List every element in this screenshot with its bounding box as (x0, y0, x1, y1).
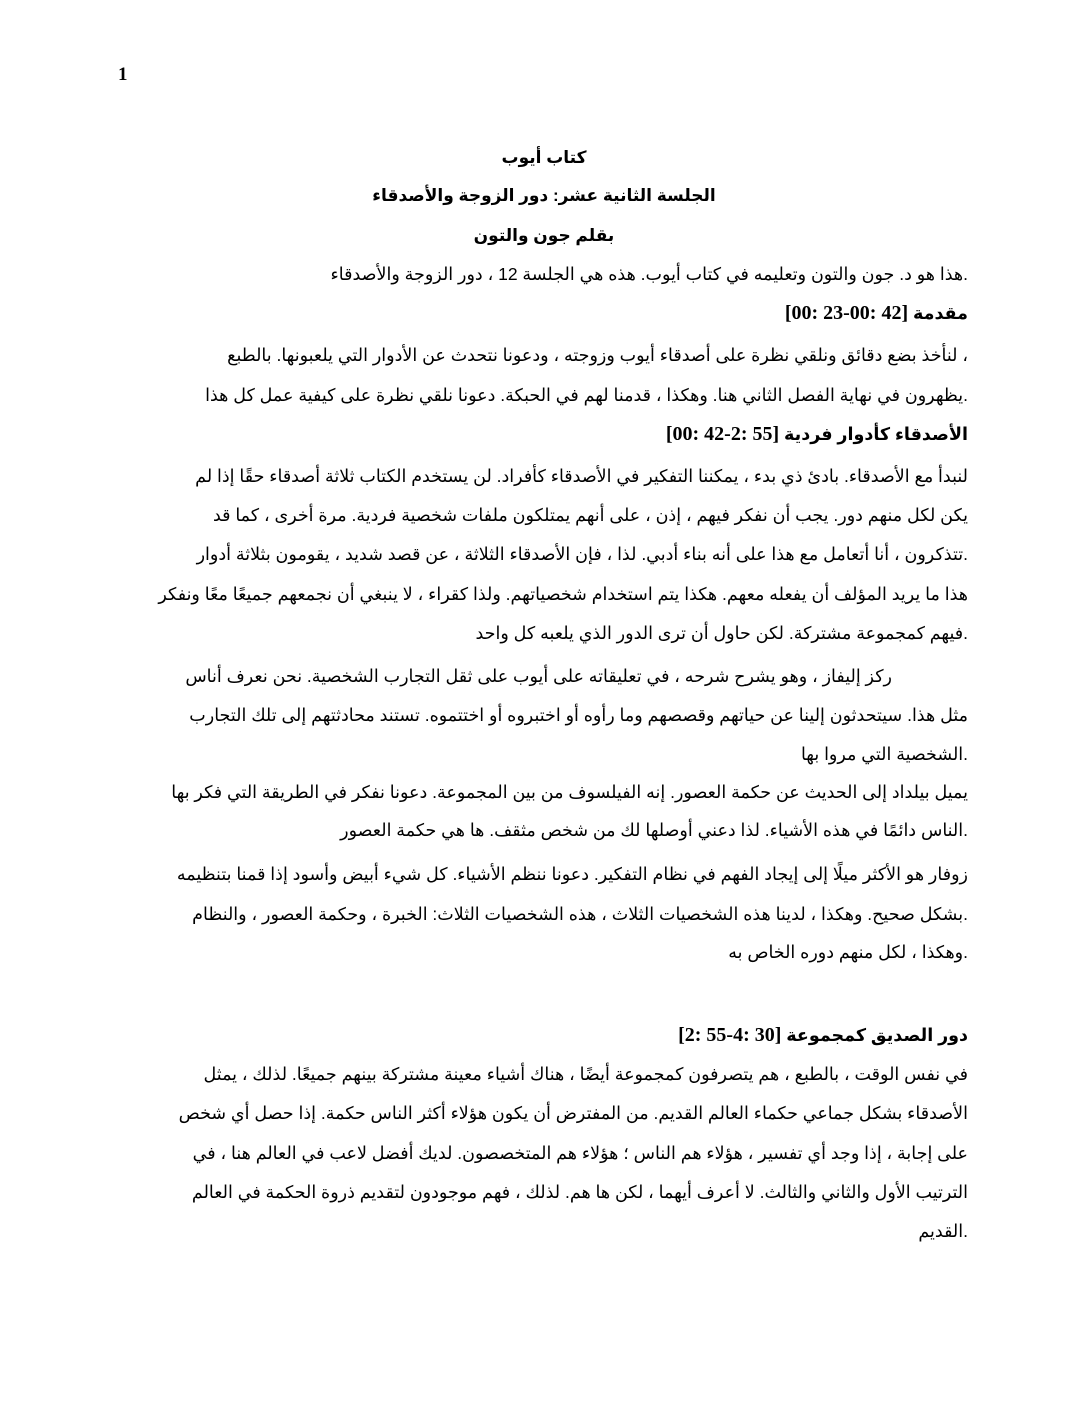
section-timestamp: [2: 55-4: 30] (678, 1024, 782, 1046)
paragraph-line: هذا ما يريد المؤلف أن يفعله معهم. هكذا يتم استخدام شخصياتهم. ولذا كقراء ، لا ينبغي أن نجمعهم جميعًا معًا ونفكر (158, 584, 968, 604)
document-title: كتاب أيوب (501, 148, 587, 167)
document-author: بقلم جون والتون (473, 226, 615, 245)
section-heading-text: مقدمة (913, 303, 968, 323)
paragraph-line: ، لنأخذ بضع دقائق ونلقي نظرة على أصدقاء أيوب وزوجته ، ودعونا نتحدث عن الأدوار التي يلعبونها. بالطبع (227, 345, 968, 365)
paragraph-line: .الشخصية التي مروا بها (800, 744, 968, 764)
paragraph-line: لنبدأ مع الأصدقاء. بادئ ذي بدء ، يمكننا التفكير في الأصدقاء كأفراد. لن يستخدم الكتاب ثلاثة أصدقاء حقًا إذا لم (195, 466, 968, 486)
paragraph-line: زوفار هو الأكثر ميلًا إلى إيجاد الفهم في نظام التفكير. دعونا ننظم الأشياء. كل شيء أبيض وأسود إذا قمنا بتنظيمه (176, 864, 968, 884)
paragraph-line: .تتذكرون ، أنا أتعامل مع هذا على أنه بناء أدبي. لذا ، فإن الأصدقاء الثلاثة ، عن قصد شديد ، يقومون بثلاثة أدوار (196, 544, 968, 564)
paragraph-line: .وهكذا ، لكل منهم دوره الخاص به (728, 942, 968, 962)
paragraph-line: مثل هذا. سيتحدثون إلينا عن حياتهم وقصصهم وما رأوه أو اختبروه أو اختتموه. تستند محادثتهم إلى تلك التجارب (189, 705, 968, 725)
paragraph-line: .بشكل صحيح. وهكذا ، لدينا هذه الشخصيات الثلاث ، هذه الشخصيات الثلاث: الخبرة ، وحكمة العصور ، والنظام (192, 904, 968, 924)
section-timestamp: [00: 23-00: 42] (784, 302, 909, 324)
page-number: 1 (118, 64, 128, 85)
intro-line: .هذا هو د. جون والتون وتعليمه في كتاب أيوب. هذه هي الجلسة 12 ، دور الزوجة والأصدقاء (330, 264, 968, 284)
paragraph-line: على إجابة ، إذا وجد أي تفسير ، هؤلاء هم الناس ؛ هؤلاء هم المتخصصون. لديك أفضل لاعب في العالم هنا ، في (192, 1143, 968, 1163)
section-heading-text: الأصدقاء كأدوار فردية (784, 424, 968, 444)
paragraph-line: .فيهم كمجموعة مشتركة. لكن حاول أن ترى الدور الذي يلعبه كل واحد (475, 623, 968, 643)
paragraph-line: يميل بيلداد إلى الحديث عن حكمة العصور. إنه الفيلسوف من بين المجموعة. دعونا نفكر في الطريقة التي فكر بها (171, 782, 968, 802)
section-timestamp: [00: 42-2: 55] (665, 423, 780, 445)
paragraph-line: .القديم (918, 1221, 968, 1241)
document-subtitle: الجلسة الثانية عشر: دور الزوجة والأصدقاء (372, 186, 716, 205)
paragraph-line: ركز إليفاز ، وهو يشرح شرحه ، في تعليقاته على أيوب على ثقل التجارب الشخصية. نحن نعرف أناس (185, 666, 892, 686)
paragraph-line: .يظهرون في نهاية الفصل الثاني هنا. وهكذا ، قدمنا لهم في الحبكة. دعونا نلقي نظرة على كيفية عمل كل هذا (205, 385, 968, 405)
section-heading-text: دور الصديق كمجموعة (786, 1025, 968, 1045)
section-heading-group-role (678, 1023, 968, 1047)
paragraph-line: الأصدقاء بشكل جماعي حكماء العالم القديم. من المفترض أن يكون هؤلاء أكثر الناس حكمة. إذا حصل أي شخص (178, 1103, 968, 1123)
paragraph-line: الترتيب الأول والثاني والثالث. لا أعرف أيهما ، لكن ها هم. لذلك ، فهم موجودون لتقديم ذروة الحكمة في العالم (191, 1182, 968, 1202)
paragraph-line: .الناس دائمًا في هذه الأشياء. لذا دعني أوصلها لك من شخص مثقف. ها هي حكمة العصور (340, 820, 968, 840)
section-heading-introduction (785, 301, 968, 325)
section-heading-individual-roles (666, 422, 968, 446)
paragraph-line: يكن لكل منهم دور. يجب أن نفكر فيهم ، إذن ، على أنهم يمتلكون ملفات شخصية فردية. مرة أخرى ، كما قد (212, 505, 968, 525)
paragraph-line: في نفس الوقت ، بالطبع ، هم يتصرفون كمجموعة أيضًا ، هناك أشياء معينة مشتركة بينهم جميعًا. لذلك ، يمثل (203, 1064, 968, 1084)
